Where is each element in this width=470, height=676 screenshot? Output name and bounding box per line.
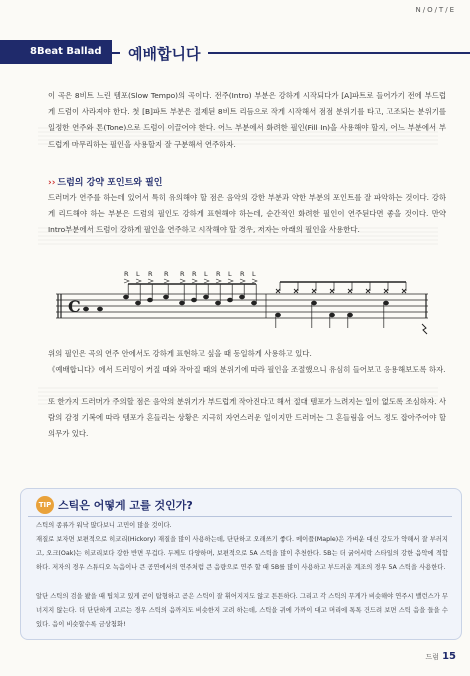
- note-head: [228, 298, 233, 301]
- sticking-label: R: [124, 270, 129, 278]
- rest-symbol: [422, 324, 427, 334]
- page-title: 예배합니다: [120, 43, 208, 64]
- note-head: [204, 295, 209, 298]
- sticking-label: R: [240, 270, 245, 278]
- accent-mark: [216, 279, 221, 283]
- accent-mark: [136, 279, 141, 283]
- section-heading: [48, 175, 162, 188]
- intro-paragraph: 이 곡은 8비트 느린 템포(Slow Tempo)의 곡이다. 전주(Intro) 부분은 강하게 시작되다가 [A]파트로 들어가기 전에 부드럽게 드럼이 사라져야 한다. 첫 [B]파트 부분은 절제된 8비트 리듬으로 작게 시작해서 점점 분위기를 타고, 고조되는 분위기를 일정한 연주와 톤(Tone)으로 드럼이 이끌어야 한다. 어느 부분에서 화려한 필인(Fill In)을 사용해야 할지, 어느 부분에서 부드럽게 마무리하는 필인을 사용할지 잘 구분해서 연주하자.: [48, 91, 446, 149]
- note-head: [330, 313, 335, 316]
- note-head: [180, 301, 185, 304]
- header-note: N/O/T/E: [415, 6, 456, 14]
- page-number: 15: [442, 651, 456, 662]
- note-head: [252, 301, 257, 304]
- tip-paragraph-2: 재질로 보자면 보편적으로 히코리(Hickory) 재질을 많이 사용하는데, 단단하고 오래쓰기 좋다. 메이플(Maple)은 가벼운 대신 강도가 약해서 잘 부러지고, 오크(Oak)는 히코리보다 강한 반면 무겁다. 두께도 다양하며, 보편적으로 5A 스틱을 많이 추천한다. 5B는 더 굵어서락 스타일의 강한 음악에 적합하다. 저자의 경우 스튜디오 녹음이나 큰 공연에서의 연주처럼 큰 음량으로 연주 할 때 5B를 많이 사용하고 부드러운 계조의 경우 5A 스틱을 사용한다.: [36, 536, 448, 572]
- cymbal-note: [366, 289, 370, 293]
- tip-divider: [28, 516, 452, 517]
- sticking-label: R: [180, 270, 185, 278]
- tip-paragraph-1: 스틱의 종류가 워낙 많다보니 고민이 많을 것이다.: [36, 522, 172, 529]
- sticking-label: R: [192, 270, 197, 278]
- accent-mark: [240, 279, 245, 283]
- tip-paragraph-3: 알단 스틱의 검을 봤을 때 팁치고 있게 곧이 탐형하고 곧은 스틱이 잘 휘어지지도 않고 튼튼하다. 그리고 각 스틱의 무게가 비슷해야 연주시 밸런스가 무너지지 않는다. 더 단단하게 고르는 경우 스틱의 음까지도 비슷한지 고려 하는데, 스틱을 귀에 가까이 대고 머리에 톡톡 건드려 보면 스틱 음을 들을 수 있다. 음이 비슷할수록 금상첨화!: [36, 593, 448, 629]
- sticking-label: R: [216, 270, 221, 278]
- section-paragraph-1: 드러머가 연주를 하는데 있어서 특히 유의해야 할 점은 음악의 강한 부분과 약한 부분의 포인트를 잘 파악하는 것이다. 강하게 리드해야 하는 부분은 드럼의 필인도 강하게 표현해야 하는데, 순간적인 화려한 필인이 연주된다면 좋을 것이다. 만약 Intro부분에서 드럼이 강하게 필인을 연주하고 시작해야 할 경우, 저자는 아래의 필인을 사용한다.: [48, 193, 446, 235]
- cymbal-note: [330, 289, 334, 293]
- cymbal-note: [312, 289, 316, 293]
- accent-mark: [192, 279, 197, 283]
- note-head: [276, 313, 281, 316]
- accent-mark: [252, 279, 257, 283]
- accent-mark: [164, 279, 169, 283]
- cymbal-note: [276, 289, 280, 293]
- note-head: [312, 301, 317, 304]
- cymbal-note: [402, 289, 406, 293]
- accent-mark: [180, 279, 185, 283]
- sticking-label: L: [204, 270, 208, 278]
- accent-mark: [204, 279, 209, 283]
- accent-mark: [124, 279, 129, 283]
- section-paragraph-4: 또 한가지 드러머가 주의할 점은 음악의 분위기가 부드럽게 작아진다고 해서 절대 템포가 느려지는 일이 없도록 조심하자. 사람의 감정 기복에 따라 템포가 흔들리는 상황은 지극히 자연스러운 일이지만 드러머는 그 흔들림을 어느 정도 잡아주어야 할 의무가 있다.: [48, 397, 446, 439]
- cymbal-note: [348, 289, 352, 293]
- cymbal-note: [294, 289, 298, 293]
- note-head: [192, 298, 197, 301]
- note-head: [384, 301, 389, 304]
- sticking-label: L: [228, 270, 232, 278]
- page-footer: [426, 651, 456, 662]
- cymbal-note: [384, 289, 388, 293]
- header-bar: [0, 40, 470, 64]
- section-paragraph-3: 《예배합니다》에서 드러밍이 커질 때와 작아질 때의 분위기에 따라 필인을 조절했으니 유심히 들어보고 응용해보도록 하자.: [48, 365, 446, 374]
- note-head: [148, 298, 153, 301]
- drum-notation: [56, 264, 428, 342]
- section-heading-text: 드럼의 강약 포인트와 필인: [57, 178, 163, 188]
- note-head: [164, 295, 169, 298]
- sticking-labels: [124, 270, 256, 278]
- section-tab: 8Beat Ballad: [0, 40, 112, 64]
- sticking-label: L: [136, 270, 140, 278]
- footer-label: 드럼: [425, 653, 440, 661]
- tip-badge: TIP: [36, 496, 54, 514]
- note-head: [240, 295, 245, 298]
- sticking-label: R: [148, 270, 153, 278]
- accent-mark: [148, 279, 153, 283]
- time-signature: C: [68, 297, 81, 316]
- tip-heading: [36, 494, 193, 514]
- section-paragraph-2: 위의 필인은 곡의 연주 안에서도 강하게 표현하고 싶을 때 동일하게 사용하고 있다.: [48, 349, 312, 358]
- note-head: [124, 295, 129, 298]
- note-head: [98, 307, 103, 310]
- note-head: [216, 301, 221, 304]
- tip-title: 스틱은 어떻게 고를 것인가?: [58, 498, 193, 512]
- accent-mark: [228, 279, 233, 283]
- note-head: [84, 307, 89, 310]
- sticking-label: R: [164, 270, 169, 278]
- note-head: [136, 301, 141, 304]
- sticking-label: L: [252, 270, 256, 278]
- note-head: [348, 313, 353, 316]
- heading-arrow: ››: [48, 178, 56, 188]
